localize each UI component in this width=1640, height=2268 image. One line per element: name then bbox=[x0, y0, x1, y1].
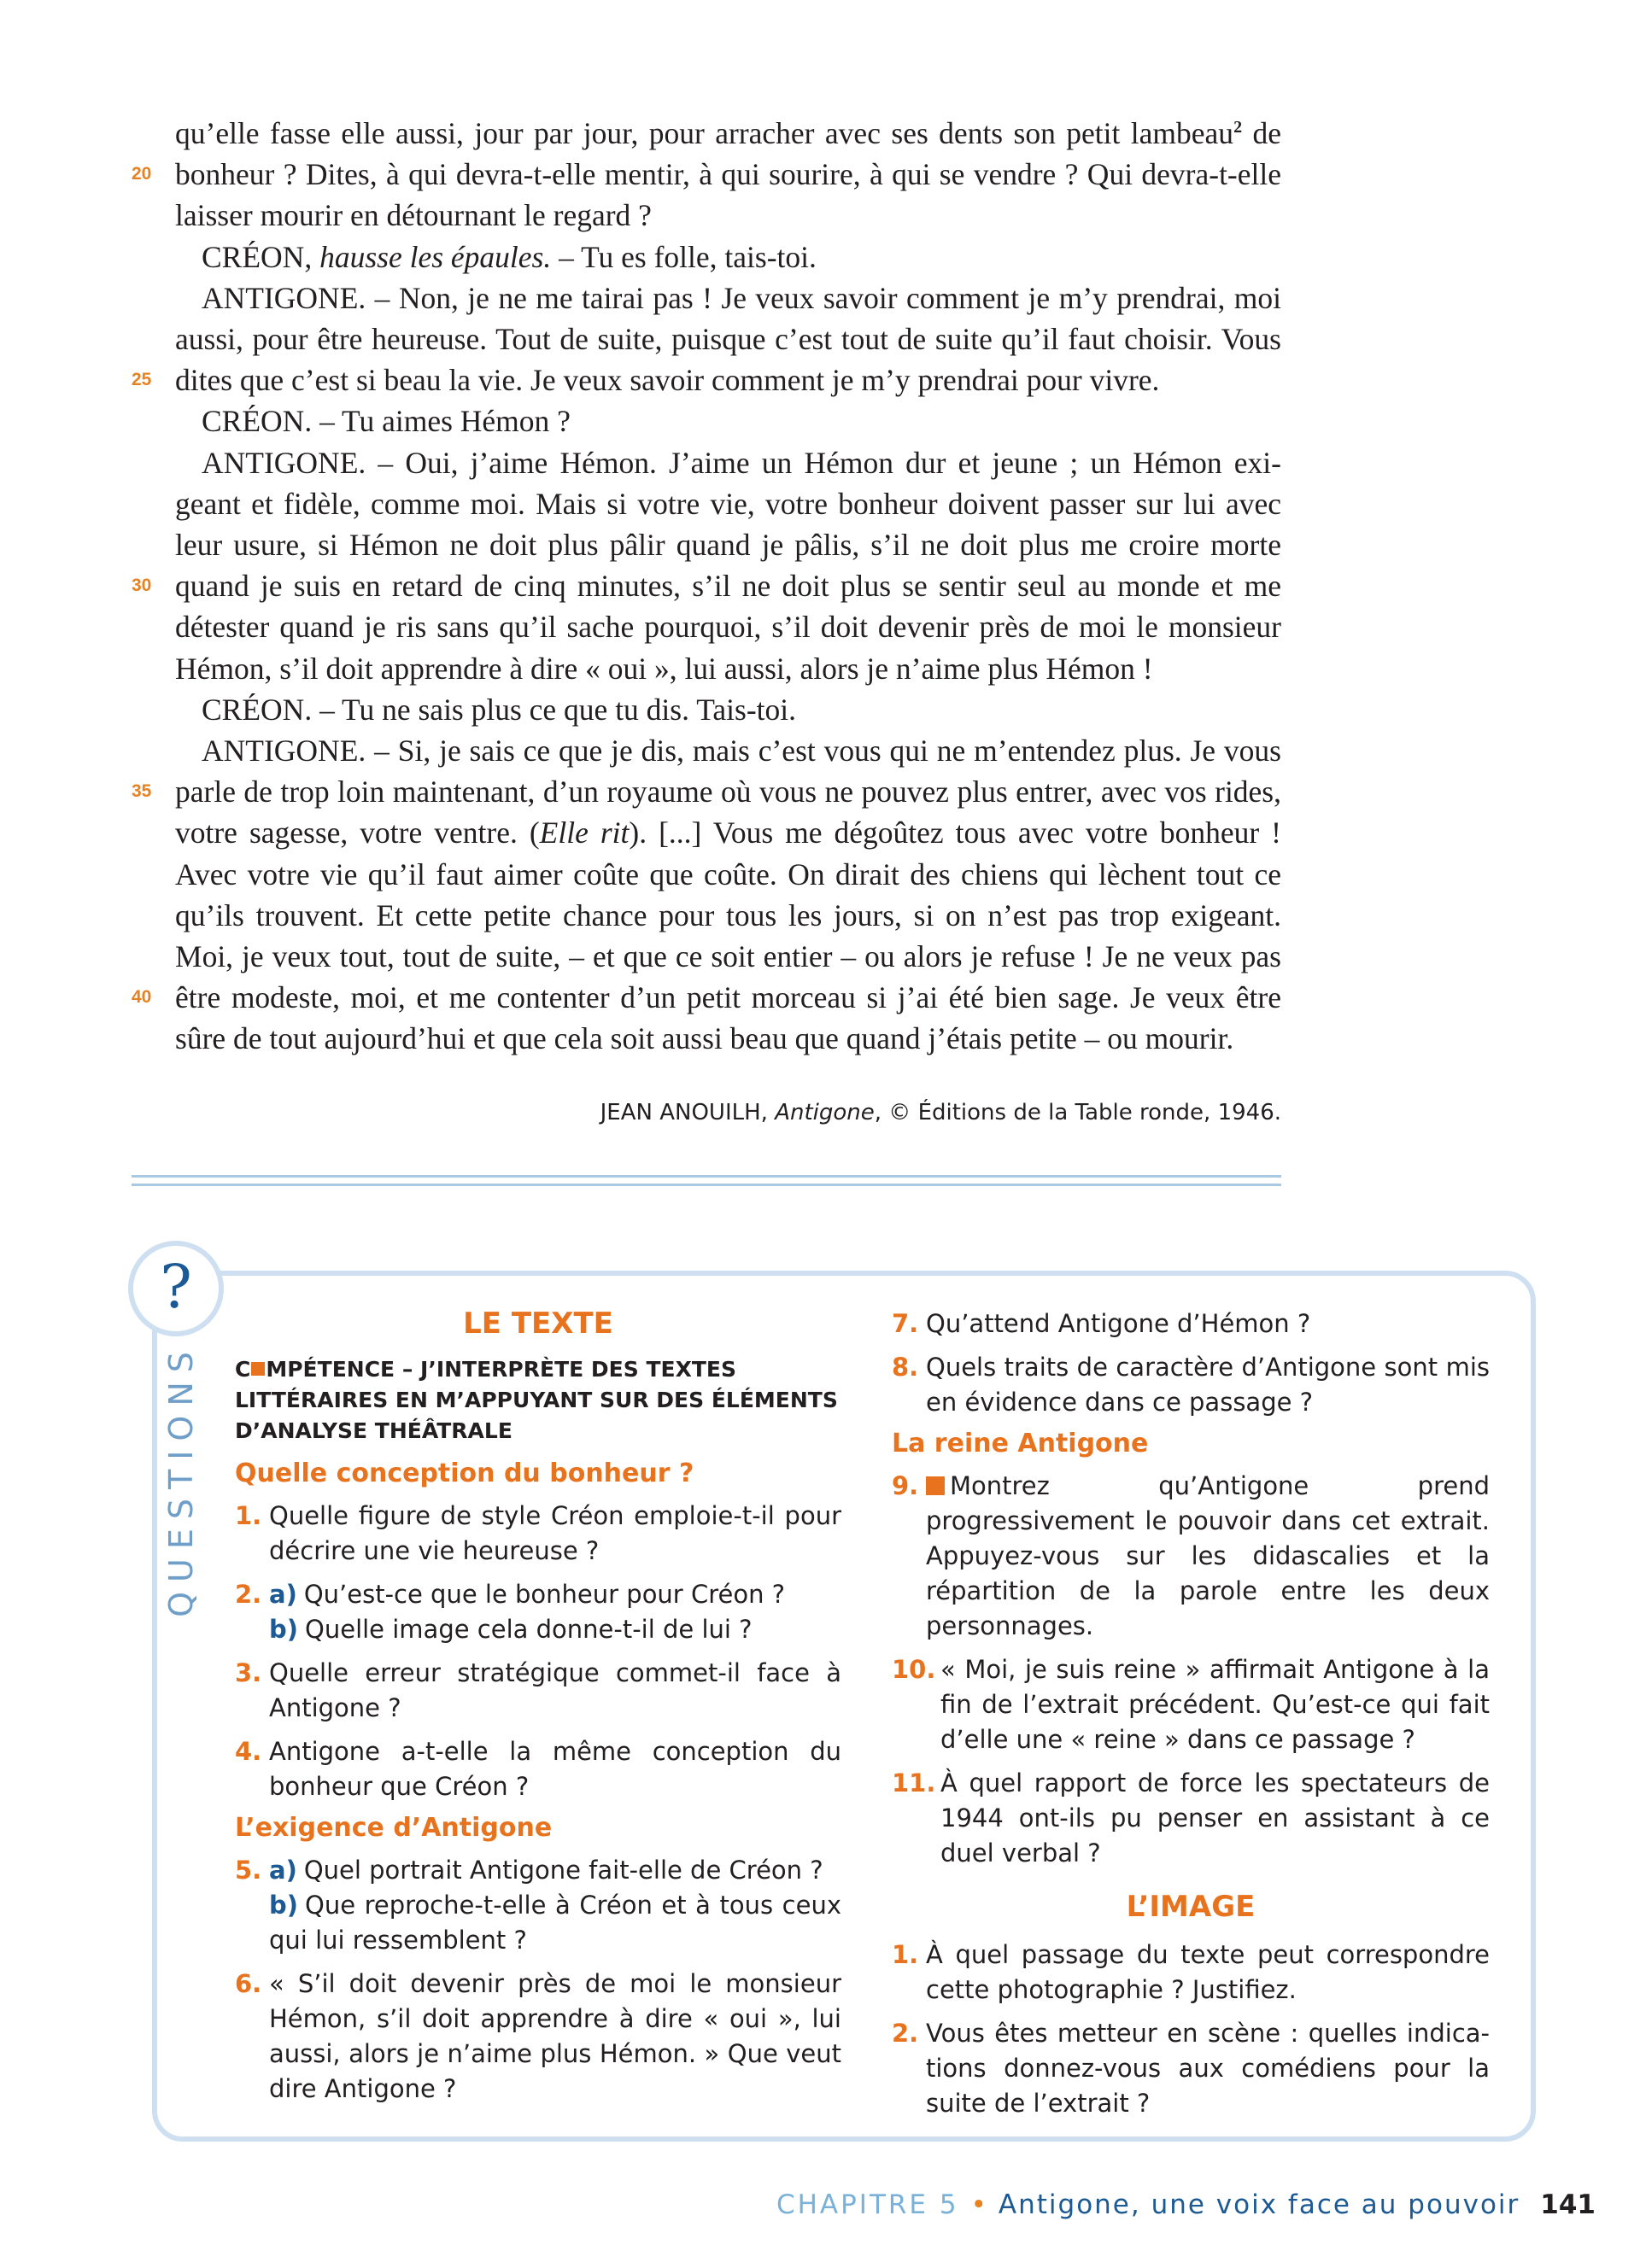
passage-line: sûre de tout aujourd’hui et que cela soit aussi beau que quand j’étais petite – ou mourir. bbox=[175, 1021, 1234, 1056]
questions-left-column bbox=[235, 1306, 841, 2115]
subheading-bonheur: Quelle conception du bonheur ? bbox=[235, 1458, 694, 1488]
line-number: 40 bbox=[132, 987, 152, 1008]
chapter-label: CHAPITRE 5 bbox=[776, 2189, 959, 2220]
question-5: 5. a) Quel portrait Antigone fait-elle de Créon ? b) Que reproche-t-elle à Créon et à tous ceux qui lui ressemblent ? bbox=[235, 1856, 841, 1955]
passage-line: dites que c’est si beau la vie. Je veux savoir comment je m’y prendrai pour vivre. bbox=[175, 363, 1160, 398]
passage-line: quand je suis en retard de cinq minutes, s’il ne doit plus se sentir seul au monde et me bbox=[175, 569, 1281, 604]
line-number: 30 bbox=[132, 576, 152, 596]
source-publisher: , © Éditions de la Table ronde, 1946. bbox=[874, 1100, 1281, 1125]
passage-line: Hémon, s’il doit apprendre à dire « oui », lui aussi, alors je n’aime plus Hémon ! bbox=[175, 651, 1153, 686]
question-8: 8. Quels traits de caractère d’Antigone sont mis en évidence dans ce passage ? bbox=[892, 1353, 1490, 1417]
passage-line: votre sagesse, votre ventre. (Elle rit). [...] Vous me dégoûtez tous avec votre bonheur ! bbox=[175, 815, 1281, 850]
passage-line: laisser mourir en détournant le regard ? bbox=[175, 198, 652, 233]
question-mark-icon: ? bbox=[128, 1241, 224, 1336]
questions-right-column bbox=[892, 1306, 1490, 2130]
subheading-exigence: L’exigence d’Antigone bbox=[235, 1813, 553, 1843]
question-6: 6. « S’il doit devenir près de moi le monsieur Hémon, s’il doit apprendre à dire « oui », lui aussi, alors je n’aime plus Hémon. » Que veut dire Antigone ? bbox=[235, 1969, 841, 2103]
divider-top bbox=[132, 1175, 1281, 1178]
chapter-title: Antigone, une voix face au pouvoir bbox=[998, 2189, 1520, 2220]
passage-line: aussi, pour être heureuse. Tout de suite, puisque c’est tout de suite qu’il faut choisir. Vous bbox=[175, 322, 1281, 356]
passage-line: CRÉON, hausse les épaules. – Tu es folle, tais-toi. bbox=[202, 239, 817, 274]
line-number: 35 bbox=[132, 781, 152, 802]
square-bullet-icon bbox=[926, 1476, 945, 1495]
divider-bottom bbox=[132, 1184, 1281, 1186]
question-2: 2. a) Qu’est-ce que le bonheur pour Créon ? b) Quelle image cela donne-t-il de lui ? bbox=[235, 1580, 786, 1644]
questions-vertical-label: QUESTIONS bbox=[162, 1342, 200, 1617]
question-1: 1. Quelle figure de style Créon emploie-t-il pour décrire une vie heureuse ? bbox=[235, 1501, 841, 1565]
passage-line: détester quand je ris sans qu’il sache pourquoi, s’il doit devenir près de moi le monsieur bbox=[175, 610, 1281, 645]
section-title-image: L’IMAGE bbox=[1126, 1890, 1256, 1924]
passage-line: CRÉON. – Tu ne sais plus ce que tu dis. Tais-toi. bbox=[202, 692, 797, 727]
passage-line: ANTIGONE. – Si, je sais ce que je dis, mais c’est vous qui ne m’entendez plus. Je vous bbox=[202, 734, 1281, 768]
passage-line: ANTIGONE. – Non, je ne me tairai pas ! Je veux savoir comment je m’y prendrai, moi bbox=[202, 280, 1281, 315]
passage-line: leur usure, si Hémon ne doit plus pâlir quand je pâlis, s’il ne doit plus me croire morte bbox=[175, 528, 1281, 562]
passage-line: Avec votre vie qu’il faut aimer coûte que coûte. On dirait des chiens qui lèchent tout ce bbox=[175, 856, 1281, 891]
competence-heading: C MPÉTENCE – J’INTERPRÈTE DES TEXTES LITTÉRAIRES EN M’APPUYANT SUR DES ÉLÉMENTS D’ANALYSE THÉÂTRALE bbox=[235, 1357, 838, 1443]
passage-line: qu’elle fasse elle aussi, jour par jour, pour arracher avec ses dents son petit lambeau$^2$ de bbox=[175, 116, 1281, 150]
source-author: JEAN ANOUILH bbox=[600, 1100, 761, 1125]
passage-line: Moi, je veux tout, tout de suite, – et que ce soit entier – ou alors je refuse ! Je ne veux pas bbox=[175, 939, 1281, 973]
source-work: Antigone bbox=[775, 1100, 875, 1125]
line-number: 20 bbox=[132, 164, 152, 184]
question-11: 11. À quel rapport de force les spectateurs de 1944 ont-ils pu penser en assistant à ce duel verbal ? bbox=[892, 1768, 1490, 1868]
image-question-1: 1. À quel passage du texte peut correspondre cette photographie ? Justifiez. bbox=[892, 1940, 1490, 2004]
passage-line: geant et fidèle, comme moi. Mais si votre vie, votre bonheur doivent passer sur lui avec bbox=[175, 486, 1281, 521]
question-4: 4. Antigone a-t-elle la même conception du bonheur que Créon ? bbox=[235, 1737, 841, 1801]
passage-line: qu’ils trouvent. Et cette petite chance pour tous les jours, si on n’est pas trop exigeant. bbox=[175, 897, 1281, 932]
section-title-texte: LE TEXTE bbox=[463, 1306, 613, 1341]
question-9: 9. Montrez qu’Antigone prend progressivement le pouvoir dans cet extrait. Appuyez-vous sur les didascalies et la répartition de la parole entre les deux personnages. bbox=[892, 1471, 1490, 1640]
square-bullet-icon bbox=[251, 1362, 265, 1376]
page-number: 141 bbox=[1540, 2189, 1596, 2220]
line-number: 25 bbox=[132, 370, 152, 390]
question-7: 7. Qu’attend Antigone d’Hémon ? bbox=[892, 1309, 1311, 1338]
page-footer bbox=[776, 2189, 1596, 2220]
passage-line: bonheur ? Dites, à qui devra-t-elle mentir, à qui sourire, à qui se vendre ? Qui devra-t-elle bbox=[175, 157, 1281, 192]
subheading-reine: La reine Antigone bbox=[892, 1429, 1149, 1458]
image-question-2: 2. Vous êtes metteur en scène : quelles indica-tions donnez-vous aux comédiens pour la suite de l’extrait ? bbox=[892, 2019, 1490, 2118]
bullet-icon: • bbox=[970, 2189, 987, 2220]
passage-line: CRÉON. – Tu aimes Hémon ? bbox=[202, 404, 571, 439]
question-3: 3. Quelle erreur stratégique commet-il face à Antigone ? bbox=[235, 1658, 841, 1722]
question-10: 10. « Moi, je suis reine » affirmait Antigone à la fin de l’extrait précédent. Qu’est-ce qui fait d’elle une « reine » dans ce passage ? bbox=[892, 1655, 1490, 1754]
passage-line: être modeste, moi, et me contenter d’un petit morceau si j’ai été bien sage. Je veux être bbox=[175, 980, 1281, 1015]
passage-line: ANTIGONE. – Oui, j’aime Hémon. J’aime un Hémon dur et jeune ; un Hémon exi- bbox=[202, 445, 1281, 480]
passage-line: parle de trop loin maintenant, d’un royaume où vous ne pouvez plus entrer, avec vos rides, bbox=[175, 775, 1281, 810]
source-citation: JEAN ANOUILH, Antigone, © Éditions de la Table ronde, 1946. bbox=[600, 1100, 1281, 1125]
